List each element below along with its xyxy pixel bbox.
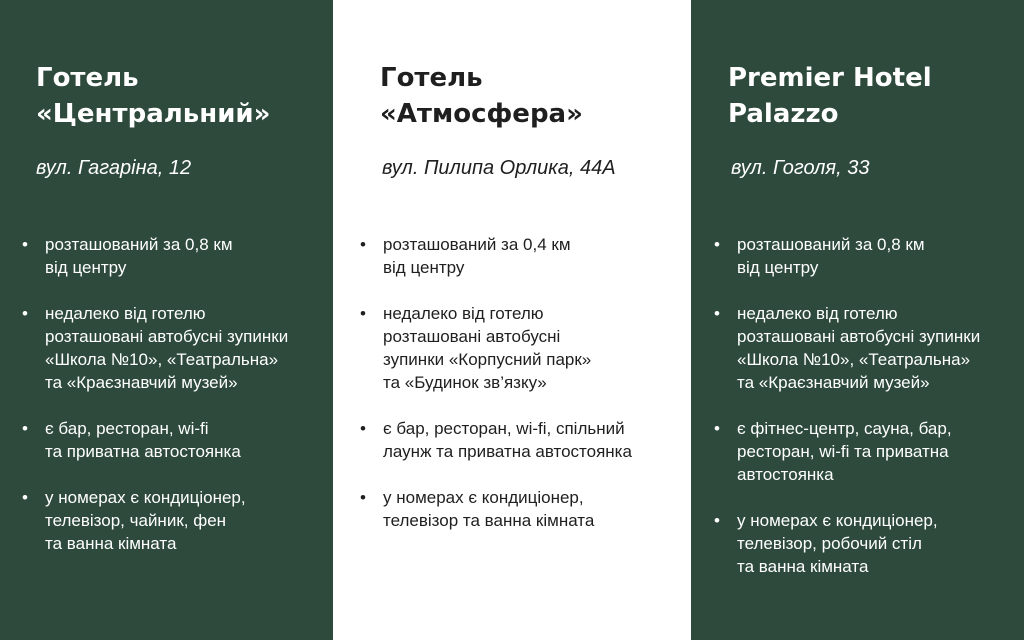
feature-text: розташований за 0,8 км від центру [737,235,925,277]
feature-text: розташований за 0,8 км від центру [45,235,233,277]
feature-item [714,302,1019,394]
hotel-title: Premier Hotel Palazzo [728,63,932,129]
hotel-card-palazzo [691,0,1024,640]
bullet-icon: • [22,488,28,507]
hotel-address: вул. Гагаріна, 12 [36,157,192,179]
feature-item [714,233,1019,279]
hotel-card-atmosfera [333,0,691,640]
feature-text: у номерах є кондиціонер, телевізор, робочий стіл та ванна кімната [737,511,938,576]
feature-item [22,302,332,394]
feature-item [360,417,685,463]
feature-item [360,486,685,532]
bullet-icon: • [360,304,366,323]
feature-text: розташований за 0,4 км від центру [383,235,571,277]
bullet-icon: • [714,304,720,323]
feature-item [22,417,332,463]
bullet-icon: • [360,235,366,254]
bullet-icon: • [714,235,720,254]
feature-list [360,233,685,555]
bullet-icon: • [714,511,720,530]
bullet-icon: • [714,419,720,438]
feature-text: є бар, ресторан, wi-fi, спільний лаунж та приватна автостоянка [383,419,632,461]
hotel-address: вул. Гоголя, 33 [731,157,870,179]
feature-text: є бар, ресторан, wi-fi та приватна автостоянка [45,419,241,461]
feature-list [22,233,332,578]
feature-item [22,233,332,279]
bullet-icon: • [360,419,366,438]
bullet-icon: • [22,419,28,438]
feature-item [360,302,685,394]
bullet-icon: • [360,488,366,507]
feature-text: у номерах є кондиціонер, телевізор, чайник, фен та ванна кімната [45,488,246,553]
hotel-address: вул. Пилипа Орлика, 44А [382,157,616,179]
feature-item [360,233,685,279]
feature-item [714,509,1019,578]
feature-list [714,233,1019,601]
hotel-title: Готель «Атмосфера» [380,63,583,129]
feature-text: у номерах є кондиціонер, телевізор та ванна кімната [383,488,595,530]
feature-item [714,417,1019,486]
feature-text: недалеко від готелю розташовані автобусні зупинки «Школа №10», «Театральна» та «Краєзнавчий музей» [737,304,981,392]
hotel-title: Готель «Центральний» [36,63,271,129]
feature-item [22,486,332,555]
bullet-icon: • [22,304,28,323]
feature-text: недалеко від готелю розташовані автобусні зупинки «Школа №10», «Театральна» та «Краєзнавчий музей» [45,304,289,392]
feature-text: є фітнес-центр, сауна, бар, ресторан, wi-fi та приватна автостоянка [737,419,952,484]
bullet-icon: • [22,235,28,254]
feature-text: недалеко від готелю розташовані автобусні зупинки «Корпусний парк» та «Будинок зв’язку» [383,304,592,392]
hotel-card-tsentralnyi [0,0,333,640]
